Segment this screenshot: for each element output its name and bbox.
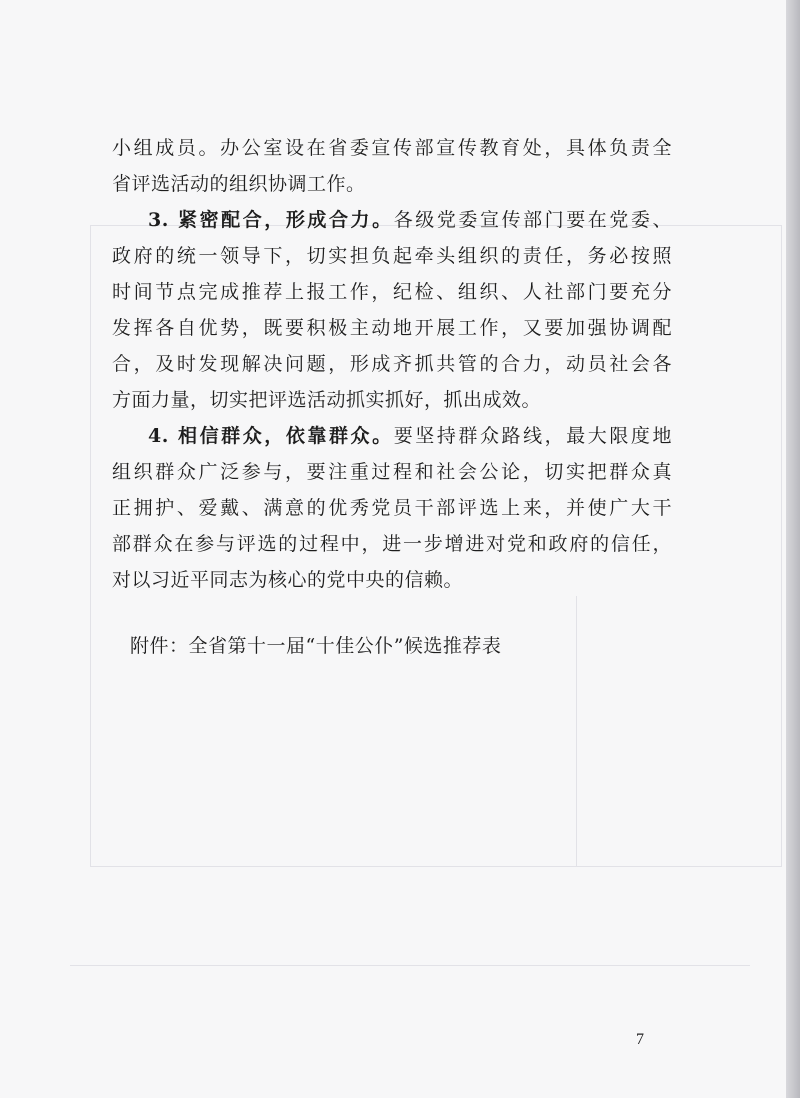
text-line: 方面力量，切实把评选活动抓实抓好，抓出成效。	[112, 389, 542, 411]
text-line: 政府的统一领导下，切实担负起牵头组织的责任，务必按照	[112, 245, 672, 267]
text-line: 对以习近平同志为核心的党中央的信赖。	[112, 569, 464, 591]
text-line: 部群众在参与评选的过程中，进一步增进对党和政府的信任，	[112, 533, 672, 555]
section-heading: 3. 紧密配合，形成合力。	[148, 209, 394, 231]
paragraph-4	[112, 418, 672, 598]
page-edge-shadow	[786, 0, 800, 1098]
text-span: 各级党委宣传部门要在党委、	[393, 209, 672, 231]
text-line: 正拥护、爱戴、满意的优秀党员干部评选上来，并使广大干	[112, 497, 672, 519]
show-through-footer-rule	[70, 965, 750, 966]
paragraph-3	[112, 202, 672, 418]
text-line: 小组成员。办公室设在省委宣传部宣传教育处，具体负责全	[112, 137, 672, 159]
text-line: 合，及时发现解决问题，形成齐抓共管的合力，动员社会各	[112, 353, 672, 375]
page-number: 7	[636, 1031, 644, 1048]
paragraph-2-continued	[112, 130, 672, 202]
text-line: 省评选活动的组织协调工作。	[112, 173, 366, 195]
text-line	[112, 202, 672, 238]
text-line: 组织群众广泛参与，要注重过程和社会公论，切实把群众真	[112, 461, 672, 483]
document-body	[112, 130, 672, 664]
text-span: 要坚持群众路线，最大限度地	[393, 425, 672, 447]
text-line: 发挥各自优势，既要积极主动地开展工作，又要加强协调配	[112, 317, 672, 339]
section-heading: 4. 相信群众，依靠群众。	[148, 425, 394, 447]
text-line	[112, 418, 672, 454]
text-line: 时间节点完成推荐上报工作，纪检、组织、人社部门要充分	[112, 281, 672, 303]
attachment-note: 附件：全省第十一届“十佳公仆”候选推荐表	[130, 635, 502, 657]
